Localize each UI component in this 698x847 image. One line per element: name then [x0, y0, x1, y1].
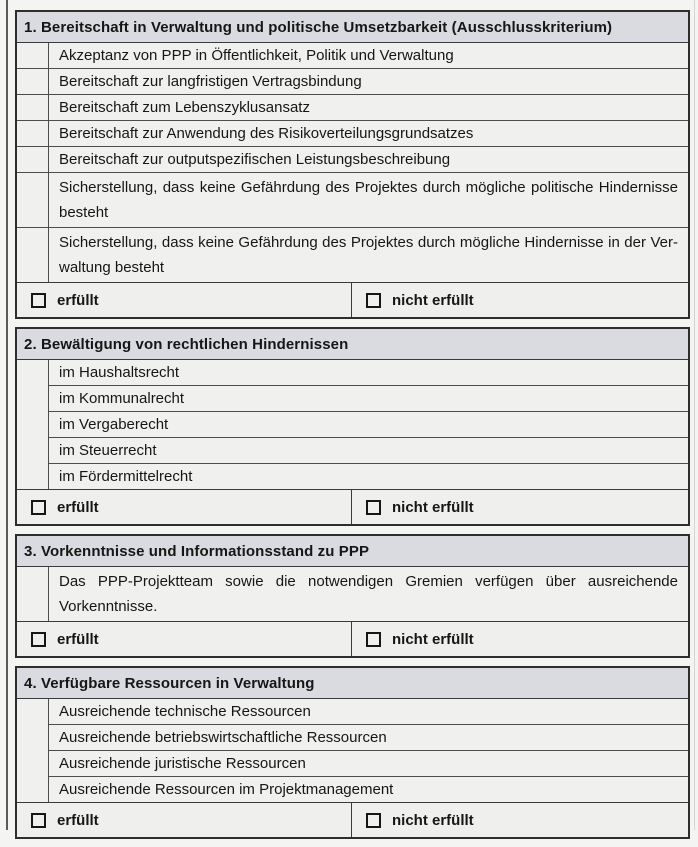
fulfilled-label: erfüllt [57, 291, 99, 309]
criterion-cell: Bereitschaft zur outputspezifischen Leistungsbeschreibung [59, 151, 451, 168]
fulfilled-cell [17, 490, 352, 524]
fulfilled-label: erfüllt [57, 811, 99, 829]
fulfilled-cell [17, 622, 352, 656]
table-row [17, 43, 688, 69]
row-stub-cell [17, 43, 49, 68]
checklist-table [15, 10, 690, 847]
section-1-title: 1. Bereitschaft in Verwaltung und politische Umsetzbarkeit (Ausschlusskriterium) [17, 12, 688, 43]
row-stub-cell [17, 228, 49, 282]
not-fulfilled-label: nicht erfüllt [392, 811, 474, 829]
not-fulfilled-label: nicht erfüllt [392, 630, 474, 648]
not-fulfilled-cell [352, 622, 688, 656]
criterion-cell: im Fördermittelrecht [59, 468, 193, 485]
criterion-cell: Ausreichende betriebswirtschaftliche Ressourcen [49, 725, 688, 751]
criterion-cell: Bereitschaft zur Anwendung des Risikoverteilungsgrundsatzes [59, 125, 474, 142]
nicht-erfuellt-checkbox[interactable] [366, 293, 381, 308]
row-stub-cell [17, 173, 49, 227]
section-stub-column [17, 699, 49, 802]
criterion-cell: Ausreichende Ressourcen im Projektmanagement [59, 781, 394, 798]
fulfilled-cell [17, 803, 352, 837]
section-4 [15, 666, 690, 839]
criterion-cell: Sicherstellung, dass keine Gefährdung des Projektes durch mögliche Hindernisse in der Verwaltung besteht [59, 234, 678, 276]
page-edge-line-right [694, 0, 695, 830]
criterion-cell: Ausreichende technische Ressourcen [49, 699, 688, 725]
criterion-cell: Sicherstellung, dass keine Gefährdung des Projektes durch mögliche politische Hindernisse besteht [59, 179, 678, 221]
table-row [17, 147, 688, 173]
section-4-rows [49, 699, 688, 802]
section-2 [15, 327, 690, 526]
erfuellt-checkbox[interactable] [31, 632, 46, 647]
section-1-verdict-row [17, 282, 688, 317]
table-row [17, 69, 688, 95]
criterion-cell: im Kommunalrecht [49, 386, 688, 412]
section-3-title: 3. Vorkenntnisse und Informationsstand zu PPP [17, 536, 688, 567]
criterion-cell: Bereitschaft zum Lebenszyklusansatz [59, 99, 310, 116]
row-stub-cell [17, 147, 49, 172]
table-row [17, 228, 688, 282]
table-row [17, 95, 688, 121]
section-4-title: 4. Verfügbare Ressourcen in Verwaltung [17, 668, 688, 699]
section-3-rows [49, 567, 688, 621]
section-1-body [17, 43, 688, 282]
fulfilled-label: erfüllt [57, 630, 99, 648]
row-stub-cell [17, 95, 49, 120]
section-4-body [17, 699, 688, 802]
section-3 [15, 534, 690, 658]
section-2-body [17, 360, 688, 489]
fulfilled-label: erfüllt [57, 498, 99, 516]
erfuellt-checkbox[interactable] [31, 500, 46, 515]
not-fulfilled-cell [352, 490, 688, 524]
nicht-erfuellt-checkbox[interactable] [366, 500, 381, 515]
table-row [17, 121, 688, 147]
nicht-erfuellt-checkbox[interactable] [366, 632, 381, 647]
page-edge-line-left [6, 0, 8, 830]
not-fulfilled-cell [352, 283, 688, 317]
section-2-rows [49, 360, 688, 489]
not-fulfilled-label: nicht erfüllt [392, 291, 474, 309]
criterion-cell: Ausreichende juristische Ressourcen [49, 751, 688, 777]
section-3-body [17, 567, 688, 621]
section-stub-column [17, 360, 49, 489]
row-stub-cell [17, 121, 49, 146]
erfuellt-checkbox[interactable] [31, 813, 46, 828]
not-fulfilled-cell [352, 803, 688, 837]
criterion-cell: Das PPP-Projektteam sowie die notwendigen Gremien verfügen über ausreichende Vorkenntnisse. [59, 573, 678, 615]
section-1 [15, 10, 690, 319]
erfuellt-checkbox[interactable] [31, 293, 46, 308]
section-4-verdict-row [17, 802, 688, 837]
row-stub-cell [17, 69, 49, 94]
criterion-cell: im Steuerrecht [49, 438, 688, 464]
table-row [17, 173, 688, 228]
criterion-cell: im Vergaberecht [49, 412, 688, 438]
section-3-verdict-row [17, 621, 688, 656]
section-stub-column [17, 567, 49, 621]
criterion-cell: im Haushaltsrecht [49, 360, 688, 386]
nicht-erfuellt-checkbox[interactable] [366, 813, 381, 828]
fulfilled-cell [17, 283, 352, 317]
section-2-verdict-row [17, 489, 688, 524]
criterion-cell: Bereitschaft zur langfristigen Vertragsbindung [59, 73, 362, 90]
not-fulfilled-label: nicht erfüllt [392, 498, 474, 516]
section-2-title: 2. Bewältigung von rechtlichen Hindernissen [17, 329, 688, 360]
criterion-cell: Akzeptanz von PPP in Öffentlichkeit, Politik und Verwaltung [59, 47, 454, 64]
